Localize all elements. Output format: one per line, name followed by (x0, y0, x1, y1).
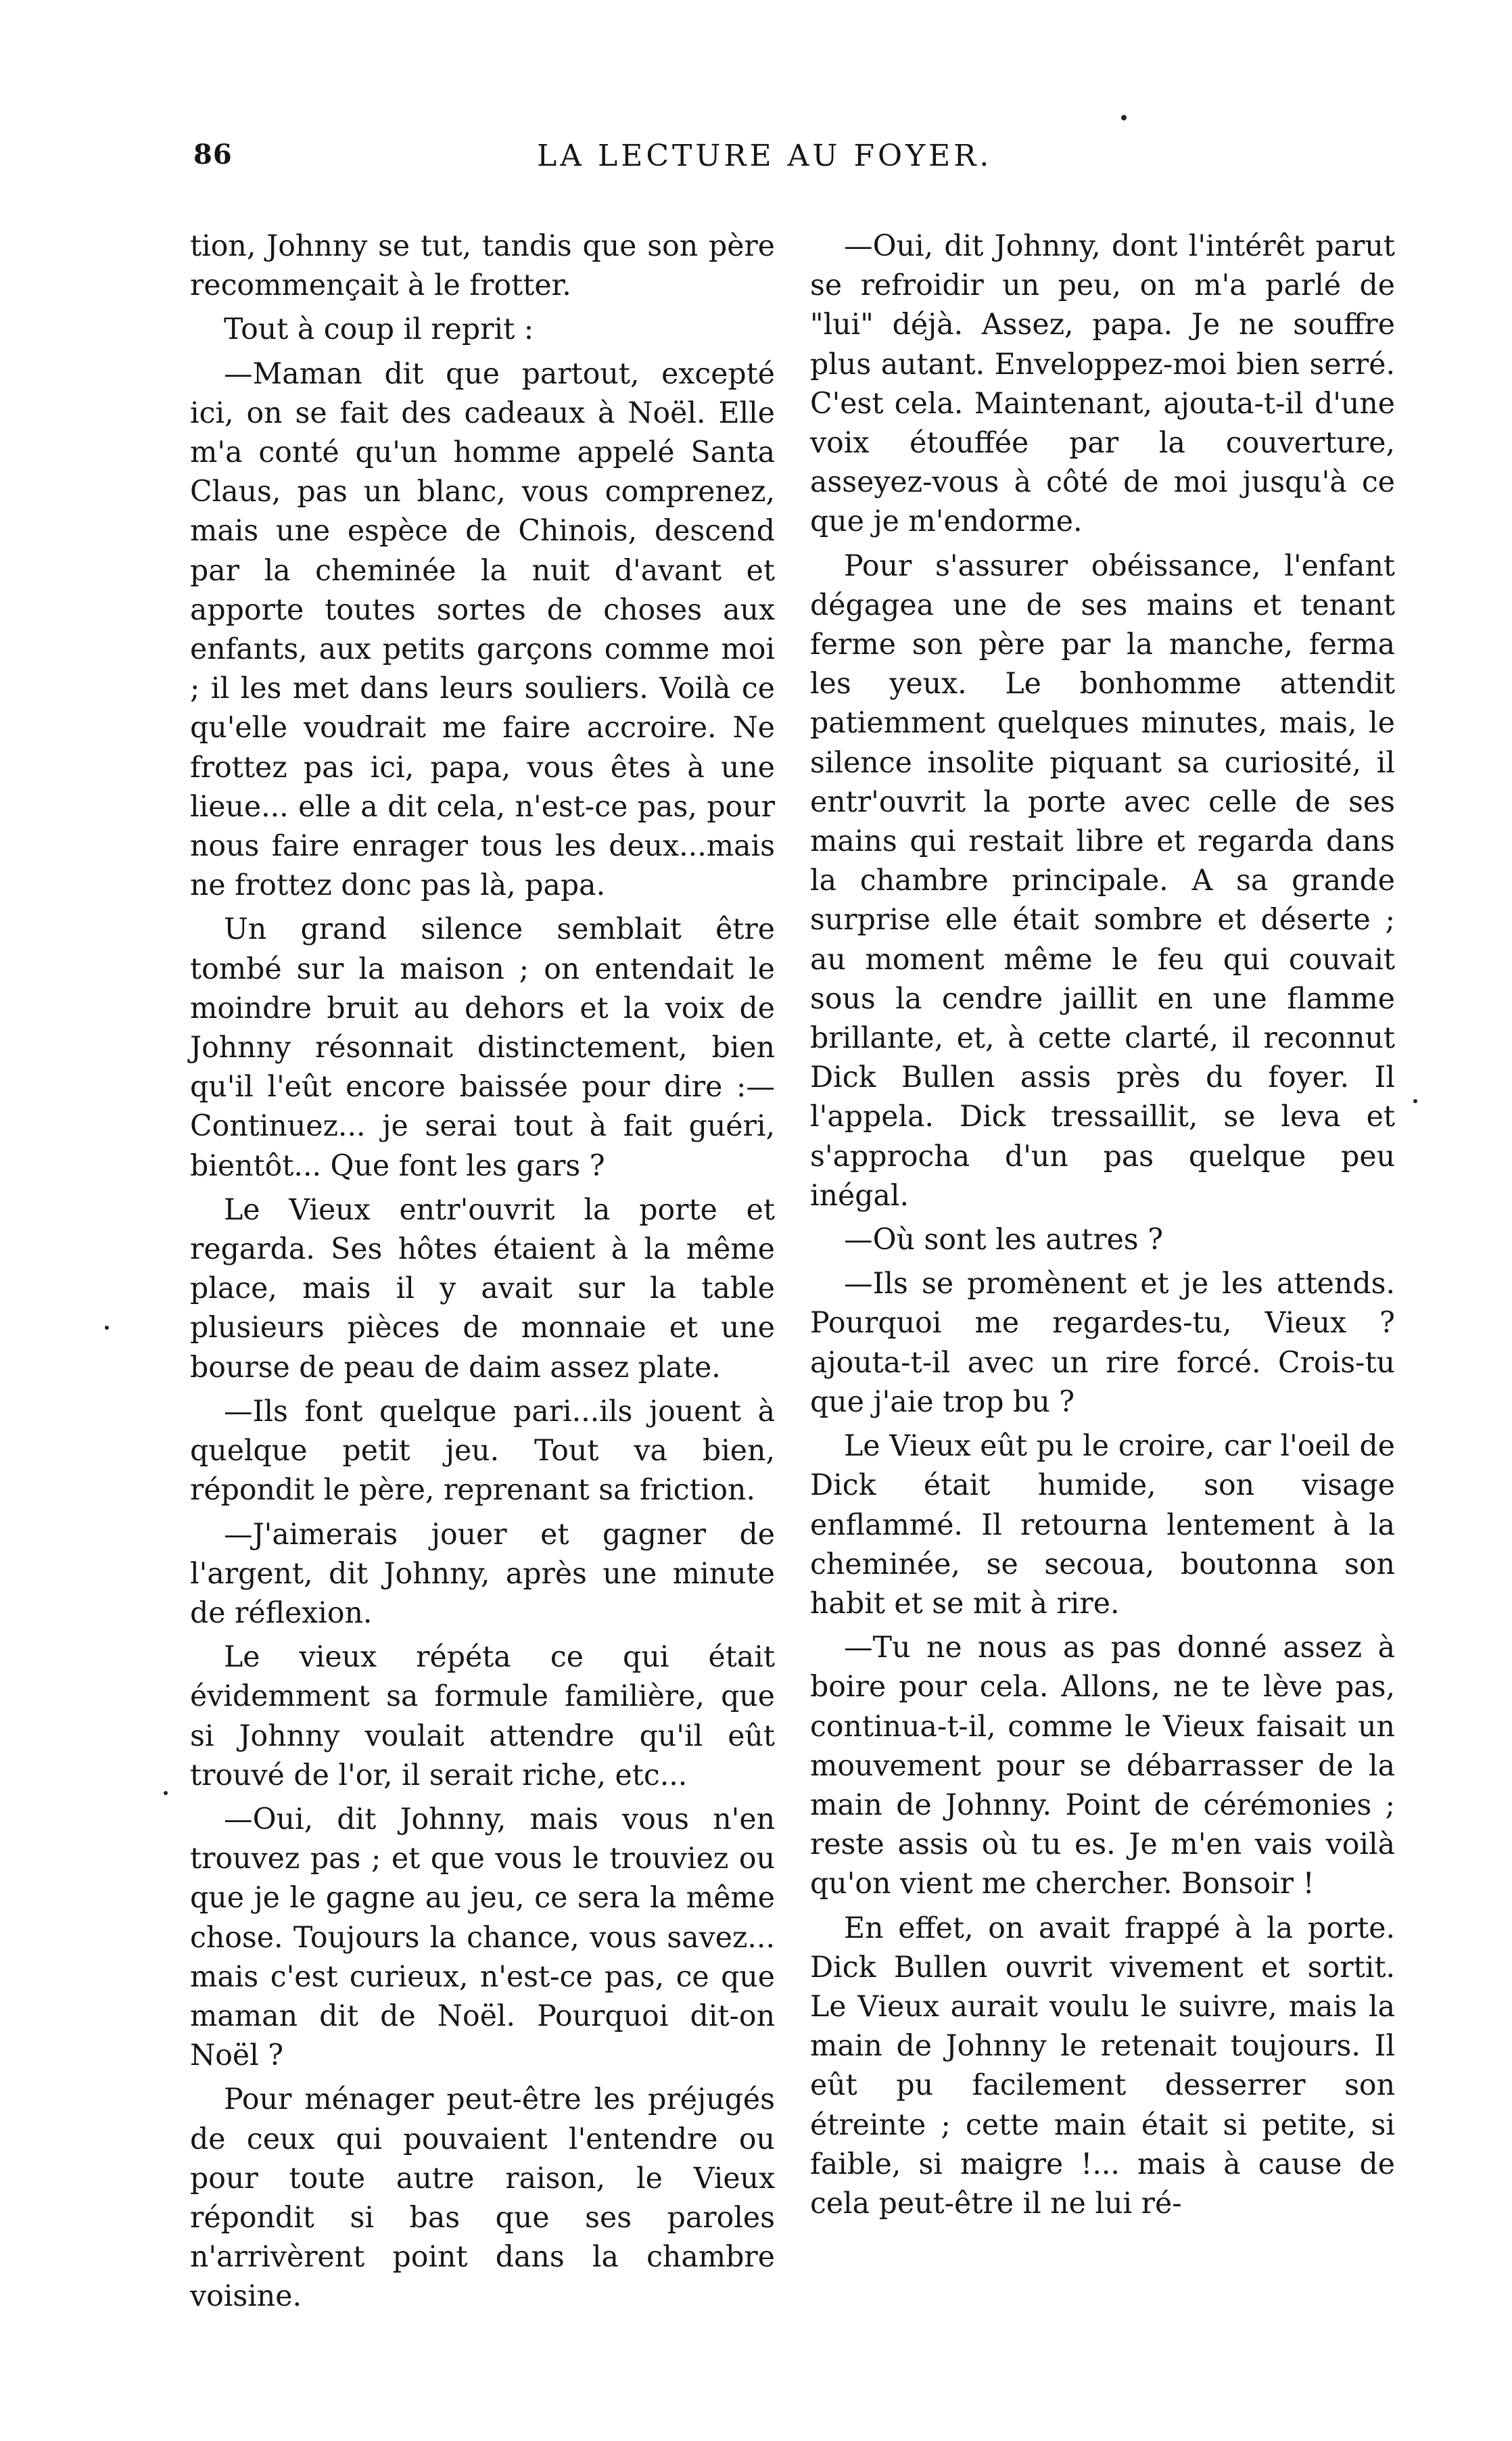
paragraph: Le vieux répéta ce qui était évidemment sa formule familière, que si Johnny voulait attendre qu'il eût trouvé de l'or, il serait riche, etc... (190, 1640, 775, 1792)
scan-speck (1413, 1099, 1417, 1103)
paragraph: Un grand silence semblait être tombé sur la maison ; on entendait le moindre bruit au dehors et la voix de Johnny résonnait distinctement, bien qu'il l'eût encore baissée pour dire :— Continuez... je serai tout à fait guéri, bientôt... Que font les gars ? (190, 912, 775, 1183)
paragraph: —Oui, dit Johnny, mais vous n'en trouvez pas ; et que vous le trouviez ou que je le gagne au jeu, ce sera la même chose. Toujours la chance, vous savez... mais c'est curieux, n'est-ce pas, ce que maman dit de Noël. Pourquoi dit-on Noël ? (190, 1802, 775, 2073)
page-number: 86 (193, 139, 233, 170)
paragraph: —Oui, dit Johnny, dont l'intérêt parut se refroidir un peu, on m'a parlé de "lui" déjà. Assez, papa. Je ne souffre plus autant. Enveloppez-moi bien serré. C'est cela. Maintenant, ajouta-t-il d'une voix étouffée par la couverture, asseyez-vous à côté de moi jusqu'à ce que je m'endorme. (810, 229, 1395, 539)
left-text-column (190, 227, 775, 2321)
paragraph: —Tu ne nous as pas donné assez à boire pour cela. Allons, ne te lève pas, continua-t-il, comme le Vieux faisait un mouvement pour se débarrasser de la main de Johnny. Point de cérémonies ; reste assis où tu es. Je m'en vais voilà qu'on vient me chercher. Bonsoir ! (810, 1631, 1395, 1901)
paragraph: Le Vieux entr'ouvrit la porte et regarda. Ses hôtes étaient à la même place, mais il y avait sur la table plusieurs pièces de monnaie et une bourse de peau de daim assez plate. (190, 1192, 775, 1385)
paragraph: —Où sont les autres ? (844, 1223, 1164, 1257)
running-title: LA LECTURE AU FOYER. (537, 139, 993, 173)
scan-speck (164, 1791, 168, 1795)
paragraph: tion, Johnny se tut, tandis que son père recommençait à le frotter. (190, 229, 775, 303)
paragraph: Pour ménager peut-être les préjugés de ceux qui pouvaient l'entendre ou pour toute autre raison, le Vieux répondit si bas que ses paroles n'arrivèrent point dans la chambre voisine. (190, 2083, 775, 2314)
scan-speck (105, 1326, 109, 1330)
paragraph: Tout à coup il reprit : (224, 312, 534, 347)
paragraph: Pour s'assurer obéissance, l'enfant dégagea une de ses mains et tenant ferme son père par la manche, ferma les yeux. Le bonhomme attendit patiemment quelques minutes, mais, le silence insolite piquant sa curiosité, il entr'ouvrit la porte avec celle de ses mains qui restait libre et regarda dans la chambre principale. A sa grande surprise elle était sombre et déserte ; au moment même le feu qui couvait sous la cendre jaillit en une flamme brillante, et, à cette clarté, il reconnut Dick Bullen assis près du foyer. Il l'appela. Dick tressaillit, se leva et s'approcha d'un pas quelque peu inégal. (810, 549, 1395, 1213)
paragraph: Le Vieux eût pu le croire, car l'oeil de Dick était humide, son visage enflammé. Il retourna lentement à la cheminée, se secoua, boutonna son habit et se mit à rire. (810, 1429, 1395, 1621)
paragraph: —Ils font quelque pari...ils jouent à quelque petit jeu. Tout va bien, répondit le père, reprenant sa friction. (190, 1394, 775, 1508)
paragraph: —Ils se promènent et je les attends. Pourquoi me regardes-tu, Vieux ? ajouta-t-il avec un rire forcé. Crois-tu que j'aie trop bu ? (810, 1267, 1395, 1419)
paragraph: En effet, on avait frappé à la porte. Dick Bullen ouvrit vivement et sortit. Le Vieux aurait voulu le suivre, mais la main de Johnny le retenait toujours. Il eût pu facilement desserrer son étreinte ; cette main était si petite, si faible, si maigre !... mais à cause de cela peut-être il ne lui ré- (810, 1911, 1395, 2221)
page-header (193, 139, 1302, 186)
right-text-column (810, 227, 1395, 2228)
paragraph: —J'aimerais jouer et gagner de l'argent, dit Johnny, après une minute de réflexion. (190, 1517, 775, 1630)
paragraph: —Maman dit que partout, excepté ici, on se fait des cadeaux à Noël. Elle m'a conté qu'un homme appelé Santa Claus, pas un blanc, vous comprenez, mais une espèce de Chinois, descend par la cheminée la nuit d'avant et apporte toutes sortes de choses aux enfants, aux petits garçons comme moi ; il les met dans leurs souliers. Voilà ce qu'elle voudrait me faire accroire. Ne frottez pas ici, papa, vous êtes à une lieue... elle a dit cela, n'est-ce pas, pour nous faire enrager tous les deux...mais ne frottez donc pas là, papa. (190, 356, 775, 903)
scan-speck (1121, 115, 1127, 120)
